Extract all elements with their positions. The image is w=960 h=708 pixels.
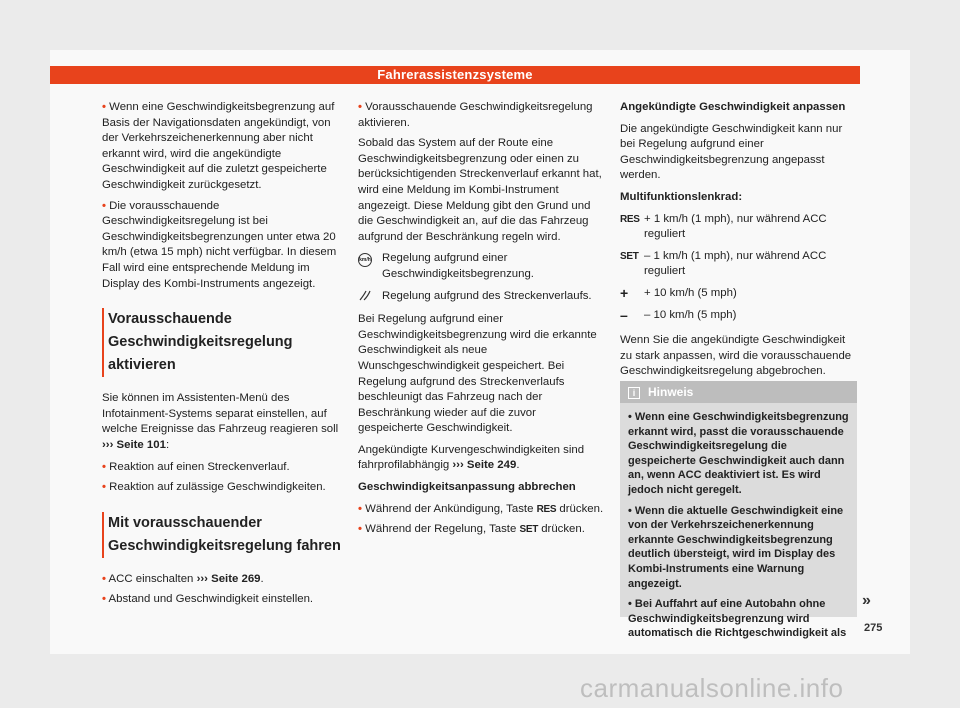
plus-key-icon: +: [620, 284, 629, 301]
bullet-item: • Die vorausschauende Geschwindigkeitsregelung ist bei Geschwindigkeitsbegrenzungen unter etwa 20 km/h (etwa 15 mph) nicht verfügbar. In diesem Fall wird eine entsprechende Meldung im Display des Kombi-Instruments angezeigt.: [102, 199, 337, 290]
paragraph: Die angekündigte Geschwindigkeit kann nur bei Regelung aufgrund einer Geschwindigkeitsbegrenzung angepasst werden.: [620, 122, 843, 182]
bullet-dot-icon: •: [102, 481, 106, 494]
page-reference-link[interactable]: ››› Seite 101: [102, 438, 166, 451]
paragraph: Wenn Sie die angekündigte Geschwindigkeit zu stark anpassen, wird die vorausschauende Geschwindigkeitsregelung abgebrochen.: [620, 334, 852, 378]
bullet-item: • ACC einschalten ››› Seite 269.: [102, 572, 264, 585]
paragraph: Angekündigte Kurvengeschwindigkeiten sind fahrprofilabhängig ››› Seite 249.: [358, 443, 585, 472]
bullet-dot-icon: •: [358, 502, 362, 515]
column-middle: [358, 100, 604, 543]
hint-title: Hinweis: [648, 385, 694, 399]
bullet-item: • Wenn eine Geschwindigkeitsbegrenzung auf Basis der Navigationsdaten angekündigt, von der Verkehrszeichenerkennung aber nicht erkannt wird, wird die angekündigte Geschwindigkeit auf die zuletzt gespeicherte Geschwindigkeit zurückgesetzt.: [102, 101, 335, 191]
subheading: Angekündigte Geschwindigkeit anpassen: [620, 101, 846, 113]
bullet-dot-icon: •: [358, 101, 362, 113]
watermark: carmanualsonline.info: [580, 673, 844, 703]
page-reference-link[interactable]: ››› Seite 269: [196, 572, 261, 585]
control-legend-row: – – 10 km/h (5 mph): [620, 306, 737, 323]
bullet-item: • Vorausschauende Geschwindigkeitsregelung aktivieren.: [358, 101, 593, 129]
chapter-title: Fahrerassistenzsysteme: [377, 67, 533, 82]
column-right: [620, 100, 860, 386]
set-key-icon: SET: [519, 524, 539, 536]
set-key-icon: SET: [620, 250, 639, 262]
chapter-header: [50, 66, 860, 84]
bullet-item: • Reaktion auf einen Streckenverlauf.: [102, 460, 290, 473]
bullet-dot-icon: •: [102, 199, 106, 212]
road-curve-icon: [358, 289, 372, 301]
paragraph: Sie können im Assistenten-Menü des Infotainment-Systems separat einstellen, auf welche Ereignisse das Fahrzeug reagieren soll ››› Seite 101:: [102, 392, 339, 451]
bullet-item: • Reaktion auf zulässige Geschwindigkeiten.: [102, 481, 326, 494]
column-left: [102, 100, 346, 613]
hint-item: • Bei Auffahrt auf eine Autobahn ohne Geschwindigkeitsbegrenzung wird automatisch die Richtgeschwindigkeit als: [628, 598, 847, 640]
hint-item: • Wenn die aktuelle Geschwindigkeit eine von der Verkehrszeichenerkennung erkannte Geschwindigkeitsbegrenzung deutlich übersteigt, wird im Display des Kombi-Instruments eine Warnung angezeigt.: [628, 504, 844, 590]
bullet-item: • Abstand und Geschwindigkeit einstellen.: [102, 593, 314, 606]
control-legend-row: SET – 1 km/h (1 mph), nur während ACC reguliert: [620, 249, 827, 278]
hint-header: [620, 381, 857, 403]
info-icon: i: [628, 387, 640, 399]
page-reference-link[interactable]: ››› Seite 249: [452, 459, 517, 472]
bullet-dot-icon: •: [102, 593, 106, 606]
bullet-dot-icon: •: [102, 101, 106, 113]
paragraph: Sobald das System auf der Route eine Geschwindigkeitsbegrenzung oder einen zu berücksichtigenden Streckenverlauf erkannt hat, wird eine Meldung im Kombi-Instrument angezeigt. Diese Meldung gibt den Grund und die Geschwindigkeit an, auf die das Fahrzeug aufgrund der Beschränkung regeln wird.: [358, 137, 602, 243]
section-heading: [102, 512, 346, 558]
subheading: Multifunktionslenkrad:: [620, 190, 743, 203]
bullet-dot-icon: •: [102, 460, 106, 473]
hint-box: [620, 381, 857, 640]
speed-limit-sign-icon: km/h: [358, 253, 372, 267]
continue-arrow-icon: »: [862, 592, 871, 609]
section-title: Mit vorausschauender Geschwindigkeitsregelung fahren: [102, 512, 346, 558]
hint-item: • Wenn eine Geschwindigkeitsbegrenzung erkannt wird, passt die vorausschauende Geschwindigkeitsregelung die gespeicherte Geschwindigkeit auch dann an, wenn ACC deaktiviert ist. Es wird jedoch nicht geregelt.: [628, 411, 849, 496]
bullet-item: • Während der Ankündigung, Taste RES drücken.: [358, 502, 604, 518]
res-key-icon: RES: [536, 503, 557, 515]
control-legend-row: + + 10 km/h (5 mph): [620, 284, 737, 301]
section-heading: [102, 308, 346, 377]
icon-legend-row: Regelung aufgrund des Streckenverlaufs.: [358, 289, 604, 307]
minus-key-icon: –: [620, 306, 628, 323]
section-title: Vorausschauende Geschwindigkeitsregelung aktivieren: [102, 308, 346, 377]
bullet-item: • Während der Regelung, Taste SET drücken.: [358, 522, 604, 538]
paragraph: Bei Regelung aufgrund einer Geschwindigkeitsbegrenzung wird die erkannte Geschwindigkeit als neue Wunschgeschwindigkeit gespeichert. Bei Regelung aufgrund des Streckenverlaufs beschleunigt das Fahrzeug nach der Beschränkung wieder auf die zuvor gespeicherte Geschwindigkeit.: [358, 313, 597, 435]
control-legend-row: RES + 1 km/h (1 mph), nur während ACC reguliert: [620, 212, 827, 241]
icon-legend-row: km/h Regelung aufgrund einer Geschwindigkeitsbegrenzung.: [359, 252, 534, 280]
bullet-dot-icon: •: [358, 523, 362, 536]
bullet-dot-icon: •: [102, 572, 106, 585]
res-key-icon: RES: [620, 213, 640, 225]
hint-body: [620, 403, 857, 651]
subheading: Geschwindigkeitsanpassung abbrechen: [358, 481, 576, 494]
page-number: 275: [864, 622, 883, 634]
